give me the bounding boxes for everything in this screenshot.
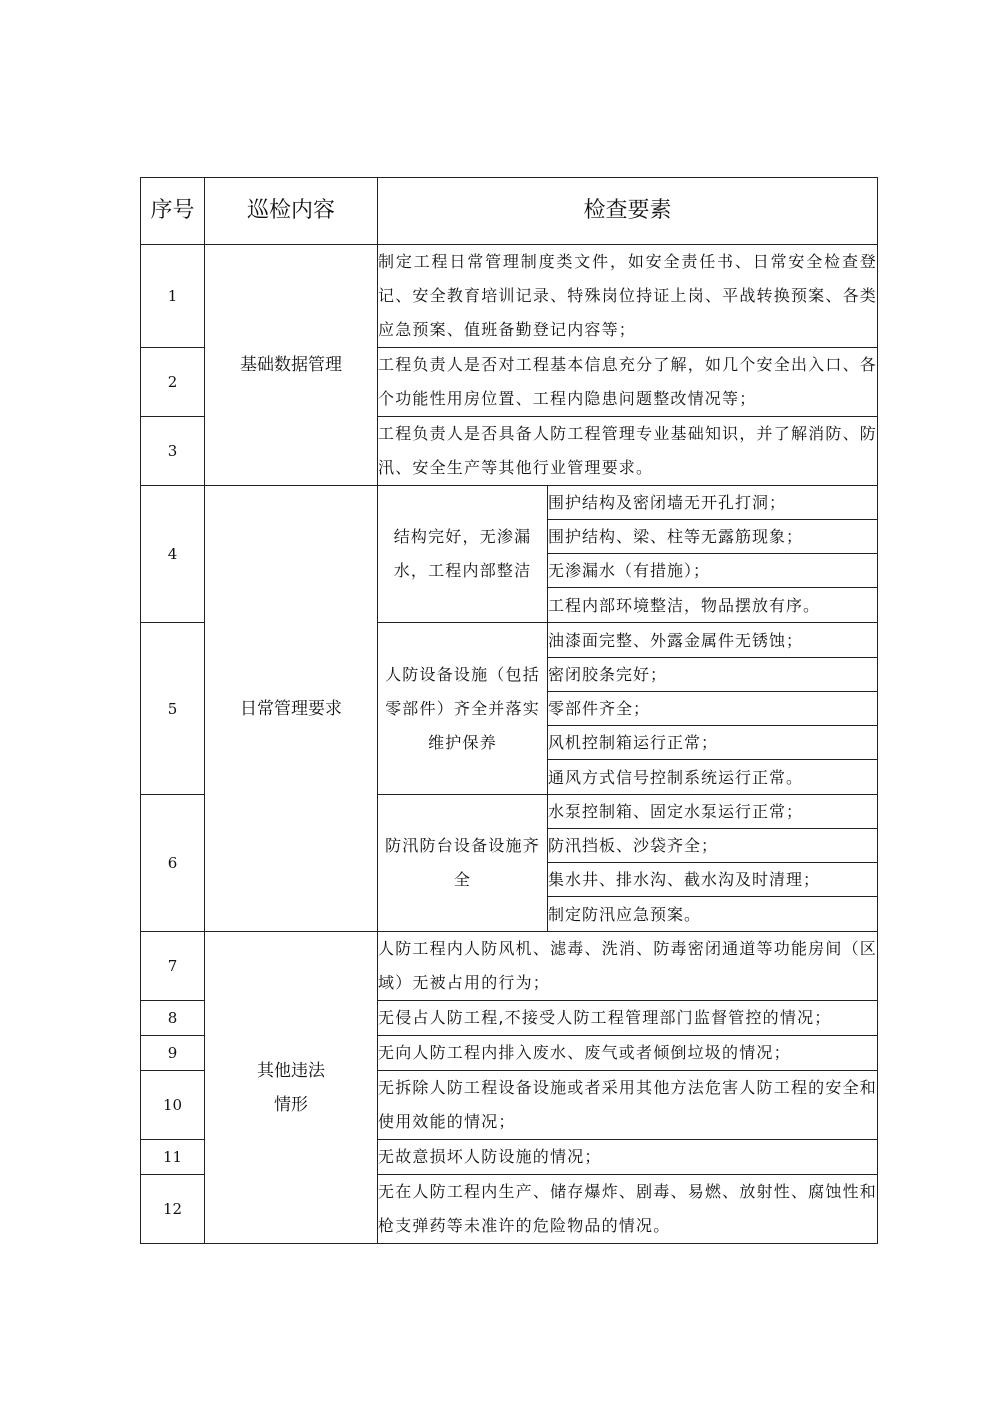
- category-daily-management: 日常管理要求: [205, 486, 378, 932]
- category-basic-data: 基础数据管理: [205, 245, 378, 486]
- check-item: 水泵控制箱、固定水泵运行正常；: [548, 795, 878, 829]
- header-row: [141, 178, 878, 245]
- check-point: 无在人防工程内生产、储存爆炸、剧毒、易燃、放射性、腐蚀性和枪支弹药等未准许的危险物品的情况。: [378, 1175, 878, 1244]
- row-number: 5: [141, 623, 205, 795]
- check-item: 制定防汛应急预案。: [548, 897, 878, 932]
- row-number: 12: [141, 1175, 205, 1244]
- row-number: 7: [141, 932, 205, 1001]
- check-point: 无向人防工程内排入废水、废气或者倾倒垃圾的情况；: [378, 1036, 878, 1071]
- row-number: 1: [141, 245, 205, 348]
- check-item: 通风方式信号控制系统运行正常。: [548, 760, 878, 795]
- check-point: 无故意损坏人防设施的情况；: [378, 1140, 878, 1175]
- check-item: 零部件齐全；: [548, 692, 878, 726]
- header-no: 序号: [141, 178, 205, 245]
- row-number: 8: [141, 1001, 205, 1036]
- check-item: 防汛挡板、沙袋齐全；: [548, 829, 878, 863]
- category-line: 其他违法: [257, 1060, 325, 1081]
- row-number: 9: [141, 1036, 205, 1071]
- table-row: [141, 486, 878, 520]
- sub-category: 结构完好，无渗漏水，工程内部整洁: [378, 486, 548, 623]
- category-line: 情形: [274, 1094, 308, 1115]
- check-point: 工程负责人是否对工程基本信息充分了解，如几个安全出入口、各个功能性用房位置、工程内隐患问题整改情况等；: [378, 348, 878, 417]
- header-points: 检查要素: [378, 178, 878, 245]
- check-point: 人防工程内人防风机、滤毒、洗消、防毒密闭通道等功能房间（区域）无被占用的行为；: [378, 932, 878, 1001]
- header-content: 巡检内容: [205, 178, 378, 245]
- check-item: 集水井、排水沟、截水沟及时清理；: [548, 863, 878, 897]
- table-row: [141, 245, 878, 348]
- table-row: [141, 932, 878, 1001]
- row-number: 11: [141, 1140, 205, 1175]
- check-item: 无渗漏水（有措施）；: [548, 554, 878, 588]
- check-point: 无拆除人防工程设备设施或者采用其他方法危害人防工程的安全和使用效能的情况；: [378, 1071, 878, 1140]
- check-item: 围护结构及密闭墙无开孔打洞；: [548, 486, 878, 520]
- check-item: 风机控制箱运行正常；: [548, 726, 878, 760]
- check-item: 油漆面完整、外露金属件无锈蚀；: [548, 623, 878, 658]
- row-number: 2: [141, 348, 205, 417]
- check-item: 围护结构、梁、柱等无露筋现象；: [548, 520, 878, 554]
- check-point: 无侵占人防工程,不接受人防工程管理部门监督管控的情况；: [378, 1001, 878, 1036]
- check-item: 密闭胶条完好；: [548, 658, 878, 692]
- row-number: 10: [141, 1071, 205, 1140]
- category-other-violations: [205, 932, 378, 1244]
- check-point: 工程负责人是否具备人防工程管理专业基础知识，并了解消防、防汛、安全生产等其他行业管理要求。: [378, 417, 878, 486]
- sub-category: 人防设备设施（包括零部件）齐全并落实维护保养: [378, 623, 548, 795]
- check-point: 制定工程日常管理制度类文件，如安全责任书、日常安全检查登记、安全教育培训记录、特殊岗位持证上岗、平战转换预案、各类应急预案、值班备勤登记内容等；: [378, 245, 878, 348]
- check-item: 工程内部环境整洁，物品摆放有序。: [548, 588, 878, 623]
- row-number: 6: [141, 795, 205, 932]
- row-number: 4: [141, 486, 205, 623]
- row-number: 3: [141, 417, 205, 486]
- sub-category: 防汛防台设备设施齐全: [378, 795, 548, 932]
- inspection-table: [140, 177, 878, 1244]
